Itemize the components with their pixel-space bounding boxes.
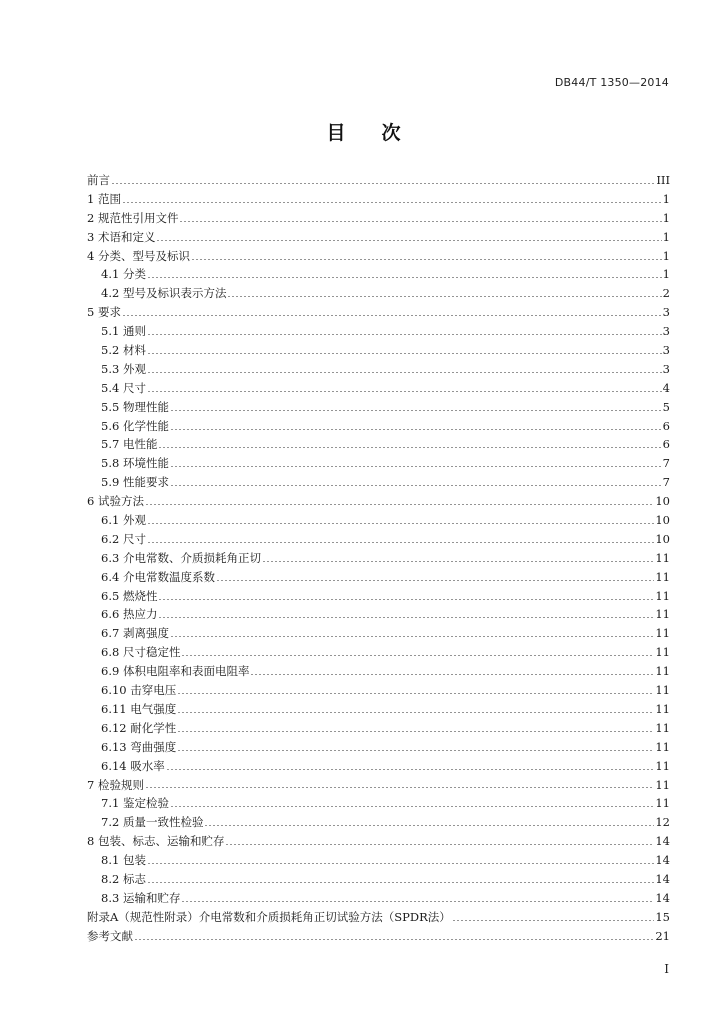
toc-entry-label: 8.1 包装 xyxy=(101,853,146,868)
dot-leader xyxy=(147,882,654,883)
dot-leader xyxy=(170,466,662,467)
toc-entry-page: 3 xyxy=(662,324,670,339)
toc-entry-page: 14 xyxy=(655,890,670,905)
toc-entry-page: 14 xyxy=(655,834,670,849)
dot-leader xyxy=(227,296,661,297)
toc-entry-label: 3 术语和定义 xyxy=(87,229,156,244)
toc-entry-label: 4 分类、型号及标识 xyxy=(87,248,190,263)
toc-entry-page: 12 xyxy=(655,815,670,830)
toc-entry[interactable] xyxy=(87,813,670,832)
page-title: 目次 xyxy=(326,122,437,144)
toc-entry-label: 5.5 物理性能 xyxy=(101,399,169,414)
dot-leader xyxy=(250,674,654,675)
toc-entry[interactable] xyxy=(87,587,670,606)
toc-entry[interactable] xyxy=(87,190,670,209)
toc-entry[interactable] xyxy=(87,209,670,228)
toc-entry[interactable] xyxy=(87,379,670,398)
toc-entry[interactable] xyxy=(87,284,670,303)
toc-entry-label: 6.11 电气强度 xyxy=(101,701,177,716)
toc-entry[interactable] xyxy=(87,681,670,700)
dot-leader xyxy=(147,523,654,524)
dot-leader xyxy=(122,202,662,203)
toc-entry[interactable] xyxy=(87,398,670,417)
dot-leader xyxy=(225,844,654,845)
toc-entry-label: 4.2 型号及标识表示方法 xyxy=(101,286,227,301)
toc-entry[interactable] xyxy=(87,832,670,851)
dot-leader xyxy=(170,429,662,430)
dot-leader xyxy=(134,939,654,940)
dot-leader xyxy=(179,221,661,222)
dot-leader xyxy=(158,447,661,448)
toc-entry[interactable] xyxy=(87,265,670,284)
toc-entry-label: 6.13 弯曲强度 xyxy=(101,739,177,754)
toc-entry-label: 6.9 体积电阻率和表面电阻率 xyxy=(101,664,250,679)
dot-leader xyxy=(216,580,654,581)
toc-entry-label: 5.3 外观 xyxy=(101,361,146,376)
toc-entry[interactable] xyxy=(87,530,670,549)
toc-entry-label: 4.1 分类 xyxy=(101,267,146,282)
toc-entry-page: 10 xyxy=(655,513,670,528)
toc-entry-page: 1 xyxy=(662,229,670,244)
toc-entry-label: 5.8 环境性能 xyxy=(101,456,169,471)
toc-entry-page: 11 xyxy=(655,796,670,811)
dot-leader xyxy=(170,806,654,807)
toc-entry-label: 8 包装、标志、运输和贮存 xyxy=(87,834,225,849)
toc-entry-page: III xyxy=(656,173,670,187)
toc-entry-label: 6.10 击穿电压 xyxy=(101,683,177,698)
dot-leader xyxy=(145,504,654,505)
toc-entry-label: 1 范围 xyxy=(87,191,121,206)
toc-entry-label: 5.1 通则 xyxy=(101,324,146,339)
toc-entry-label: 6.1 外观 xyxy=(101,513,146,528)
toc-entry-label: 2 规范性引用文件 xyxy=(87,210,179,225)
toc-entry-page: 11 xyxy=(655,683,670,698)
toc-entry-label: 8.2 标志 xyxy=(101,871,146,886)
toc-entry-label: 6.2 尺寸 xyxy=(101,531,146,546)
toc-entry-page: 14 xyxy=(655,853,670,868)
toc-entry-page: 7 xyxy=(662,475,670,490)
toc-entry[interactable] xyxy=(87,794,670,813)
dot-leader xyxy=(145,787,654,788)
toc-entry[interactable] xyxy=(87,454,670,473)
toc-entry-page: 10 xyxy=(655,531,670,546)
toc-entry[interactable] xyxy=(87,643,670,662)
toc-entry[interactable] xyxy=(87,757,670,776)
toc-entry-page: 14 xyxy=(655,871,670,886)
toc-entry-label: 6 试验方法 xyxy=(87,494,144,509)
toc-entry-label: 8.3 运输和贮存 xyxy=(101,890,181,905)
toc-entry[interactable] xyxy=(87,341,670,360)
table-of-contents xyxy=(87,171,670,946)
toc-entry-page: 4 xyxy=(662,380,670,395)
dot-leader xyxy=(158,599,654,600)
toc-entry-label: 附录A（规范性附录）介电常数和介质损耗角正切试验方法（SPDR法） xyxy=(87,909,451,924)
toc-entry[interactable] xyxy=(87,549,670,568)
dot-leader xyxy=(204,825,654,826)
toc-entry-page: 11 xyxy=(655,626,670,641)
toc-entry-page: 7 xyxy=(662,456,670,471)
toc-entry-label: 5.6 化学性能 xyxy=(101,418,169,433)
dot-leader xyxy=(147,372,662,373)
toc-entry-page: 1 xyxy=(662,267,670,282)
toc-entry-label: 5.4 尺寸 xyxy=(101,380,146,395)
dot-leader xyxy=(147,542,654,543)
toc-entry-page: 11 xyxy=(655,720,670,735)
dot-leader xyxy=(147,353,662,354)
toc-entry-page: 11 xyxy=(655,645,670,660)
toc-entry-page: 11 xyxy=(655,758,670,773)
dot-leader xyxy=(147,863,654,864)
toc-entry-page: 3 xyxy=(662,305,670,320)
toc-entry[interactable] xyxy=(87,851,670,870)
dot-leader xyxy=(177,750,654,751)
toc-entry[interactable] xyxy=(87,473,670,492)
toc-entry-page: 11 xyxy=(655,550,670,565)
toc-entry[interactable] xyxy=(87,870,670,889)
toc-entry-page: 11 xyxy=(655,607,670,622)
dot-leader xyxy=(181,655,654,656)
toc-entry-page: 1 xyxy=(662,191,670,206)
dot-leader xyxy=(181,901,654,902)
toc-entry-label: 前言 xyxy=(87,173,110,187)
dot-leader xyxy=(177,731,654,732)
standard-number: DB44/T 1350—2014 xyxy=(554,76,669,89)
toc-entry-label: 5.2 材料 xyxy=(101,343,146,358)
dot-leader xyxy=(147,391,662,392)
dot-leader xyxy=(170,636,654,637)
toc-entry-label: 参考文献 xyxy=(87,928,133,943)
toc-entry-page: 1 xyxy=(662,248,670,263)
toc-entry[interactable] xyxy=(87,511,670,530)
toc-entry[interactable] xyxy=(87,228,670,247)
toc-entry-label: 6.8 尺寸稳定性 xyxy=(101,645,181,660)
dot-leader xyxy=(170,410,662,411)
toc-entry[interactable] xyxy=(87,700,670,719)
toc-entry[interactable] xyxy=(87,719,670,738)
toc-entry-label: 6.12 耐化学性 xyxy=(101,720,177,735)
toc-entry[interactable] xyxy=(87,738,670,757)
toc-entry-page: 11 xyxy=(655,701,670,716)
toc-entry-label: 5.7 电性能 xyxy=(101,437,158,452)
toc-entry-page: 11 xyxy=(655,569,670,584)
toc-entry[interactable] xyxy=(87,927,670,946)
dot-leader xyxy=(158,617,654,618)
toc-entry-page: 5 xyxy=(662,399,670,414)
toc-entry[interactable] xyxy=(87,417,670,436)
toc-entry[interactable] xyxy=(87,605,670,624)
toc-entry[interactable] xyxy=(87,492,670,511)
dot-leader xyxy=(177,693,654,694)
toc-entry-label: 7 检验规则 xyxy=(87,777,144,792)
dot-leader xyxy=(156,240,661,241)
dot-leader xyxy=(452,920,655,921)
dot-leader xyxy=(147,334,662,335)
toc-entry-page: 11 xyxy=(655,664,670,679)
toc-entry[interactable] xyxy=(87,908,670,927)
toc-entry[interactable] xyxy=(87,776,670,795)
toc-entry-page: 11 xyxy=(655,588,670,603)
dot-leader xyxy=(170,485,662,486)
toc-entry-page: 1 xyxy=(662,210,670,225)
toc-entry-label: 7.2 质量一致性检验 xyxy=(101,815,204,830)
toc-entry-label: 6.5 燃烧性 xyxy=(101,588,158,603)
toc-entry[interactable] xyxy=(87,171,670,190)
toc-entry-page: 6 xyxy=(662,437,670,452)
toc-entry-page: 10 xyxy=(655,494,670,509)
dot-leader xyxy=(111,183,655,184)
toc-entry-page: 11 xyxy=(655,739,670,754)
toc-entry-label: 7.1 鉴定检验 xyxy=(101,796,169,811)
toc-entry[interactable] xyxy=(87,624,670,643)
toc-entry-page: 2 xyxy=(662,286,670,301)
dot-leader xyxy=(191,259,662,260)
toc-entry-label: 5 要求 xyxy=(87,305,121,320)
toc-entry-label: 6.4 介电常数温度系数 xyxy=(101,569,215,584)
toc-entry-label: 5.9 性能要求 xyxy=(101,475,169,490)
toc-entry-label: 6.14 吸水率 xyxy=(101,758,165,773)
dot-leader xyxy=(262,561,654,562)
toc-entry-page: 15 xyxy=(655,909,670,924)
dot-leader xyxy=(147,277,662,278)
toc-entry[interactable] xyxy=(87,247,670,266)
toc-entry-page: 3 xyxy=(662,343,670,358)
toc-entry[interactable] xyxy=(87,662,670,681)
dot-leader xyxy=(122,315,662,316)
toc-entry-label: 6.6 热应力 xyxy=(101,607,158,622)
toc-entry[interactable] xyxy=(87,435,670,454)
toc-entry[interactable] xyxy=(87,322,670,341)
toc-entry-page: 11 xyxy=(655,777,670,792)
toc-entry[interactable] xyxy=(87,568,670,587)
toc-entry[interactable] xyxy=(87,889,670,908)
dot-leader xyxy=(177,712,654,713)
toc-entry-page: 3 xyxy=(662,361,670,376)
toc-entry-page: 21 xyxy=(655,928,670,943)
toc-entry-page: 6 xyxy=(662,418,670,433)
toc-entry[interactable] xyxy=(87,303,670,322)
toc-entry-label: 6.3 介电常数、介质损耗角正切 xyxy=(101,550,261,565)
dot-leader xyxy=(166,769,655,770)
page-number: I xyxy=(664,962,669,976)
toc-entry-label: 6.7 剥离强度 xyxy=(101,626,169,641)
toc-entry[interactable] xyxy=(87,360,670,379)
